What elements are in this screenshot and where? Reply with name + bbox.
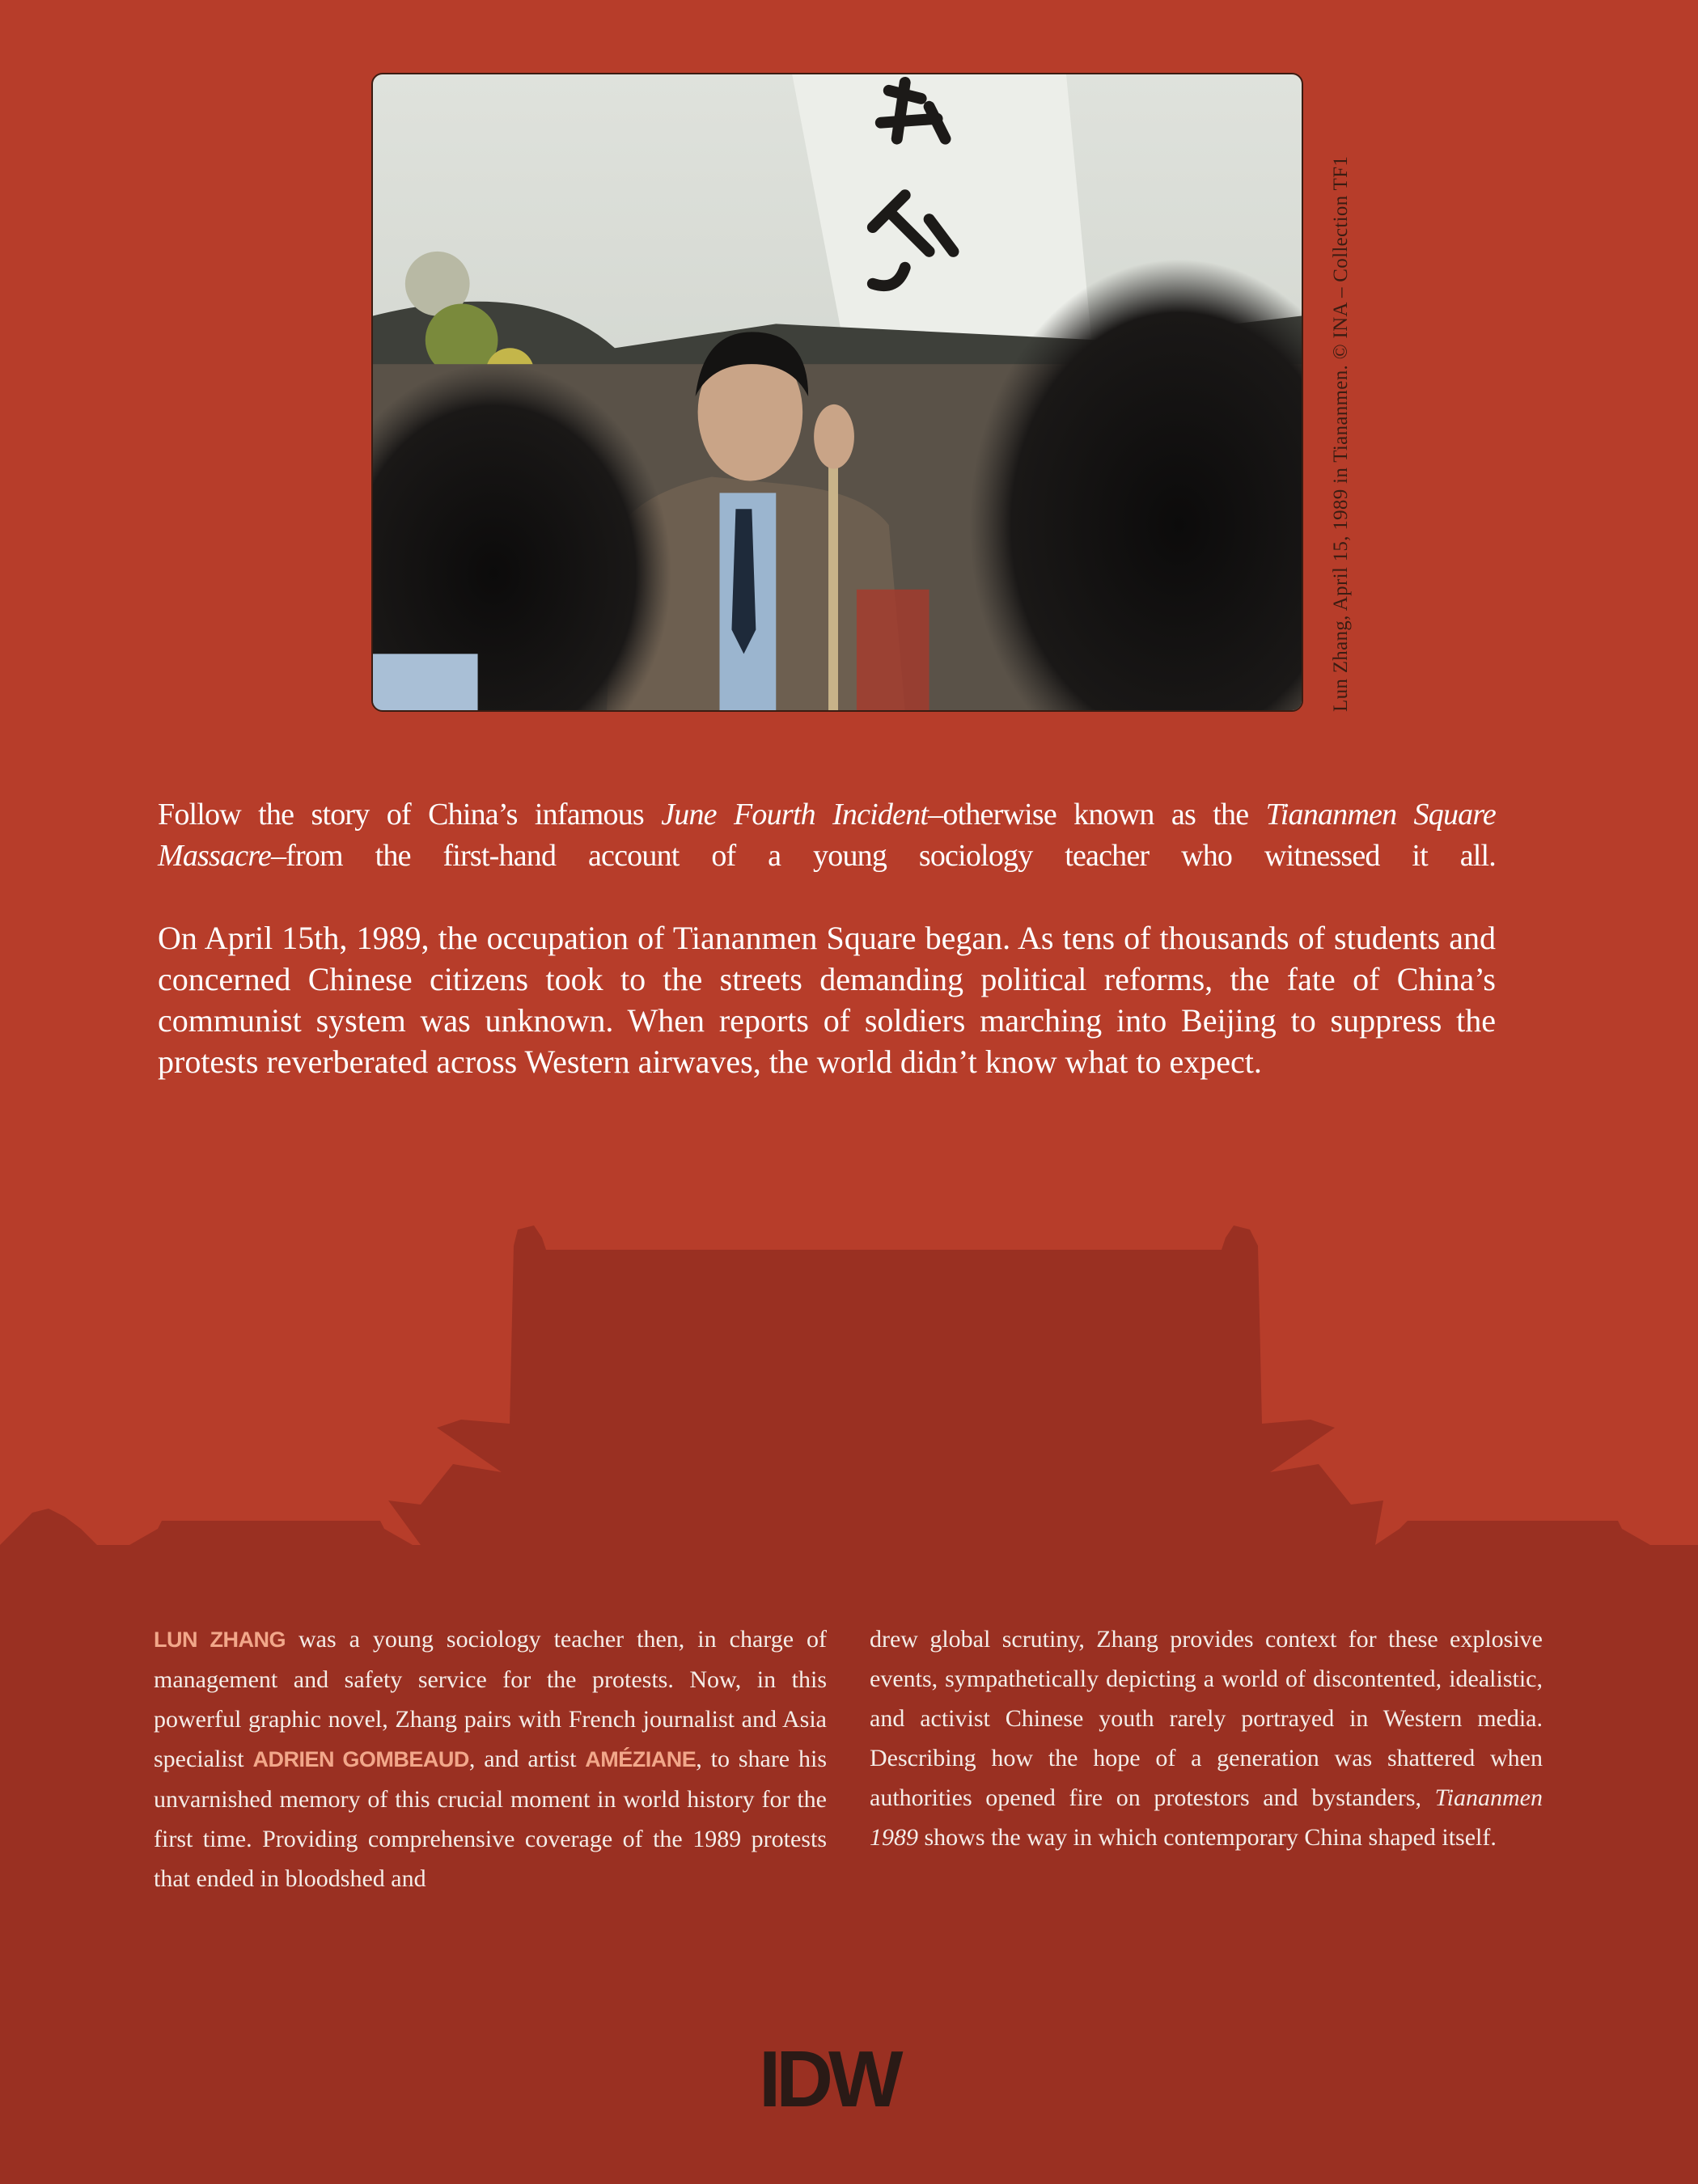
author-name-lun-zhang: LUN ZHANG — [154, 1627, 286, 1652]
intro-italic-june-fourth: June Fourth Incident — [661, 798, 929, 832]
bio-column-right — [870, 1619, 1543, 1857]
summary-paragraph: On April 15th, 1989, the occupation of Tiananmen Square began. As tens of thousands of students and concerned Chinese citizens took to the streets demanding political reforms, the fate of China’s communist system was unknown. When reports of soldiers marching into Beijing to suppress the protests reverberated across Western airwaves, the world didn’t know what to expect. — [158, 920, 1496, 1080]
bio-text-1: was a young sociology teacher then, in charge of management and safety service for the protests. Now, in this powerful graphic novel, Zhang pairs with French journalist and Asia specialist — [154, 1626, 828, 1772]
intro-text-2: –otherwise known as the — [928, 798, 1266, 832]
author-name-adrien-gombeaud: ADRIEN GOMBEAUD — [252, 1747, 469, 1771]
photo-caption: Lun Zhang, April 15, 1989 in Tiananmen. © INA – Collection TF1 — [1330, 155, 1352, 712]
bio-text-3: , to share his unvarnished memory of this crucial moment in world history for the first time. Providing comprehensive coverage of the 1989 protests that ended in bloodshed and — [154, 1746, 827, 1892]
protest-photo — [371, 73, 1303, 712]
protest-photo-icon — [373, 74, 1302, 710]
bio-text-2: , and artist — [468, 1746, 586, 1772]
book-title-italic: Tiananmen 1989 — [870, 1784, 1543, 1851]
idw-logo-icon — [759, 2042, 938, 2113]
idw-logo-svg — [759, 2042, 938, 2113]
intro-italic-massacre: Tiananmen Square Massacre — [158, 798, 1496, 873]
bio-text-5: shows the way in which contemporary China shaped itself. — [918, 1824, 1497, 1851]
intro-text-1: Follow the story of China’s infamous — [158, 798, 662, 832]
artist-name-ameziane: AMÉZIANE — [585, 1747, 697, 1771]
idw-logo-text: IDW — [759, 2042, 899, 2113]
bio-text-4: drew global scrutiny, Zhang provides context for these explosive events, sympathetically depicting a world of discontented, idealistic, and activist Chinese youth rarely portrayed in Western media. Describing how the hope of a generation was shattered when authorities opened fire on protestors and bystanders, — [870, 1626, 1543, 1811]
intro-text-3: –from the first-hand account of a young sociology teacher who witnessed it all. — [270, 839, 1496, 873]
intro-blurb — [158, 794, 1496, 877]
bio-column-left — [154, 1619, 827, 1898]
